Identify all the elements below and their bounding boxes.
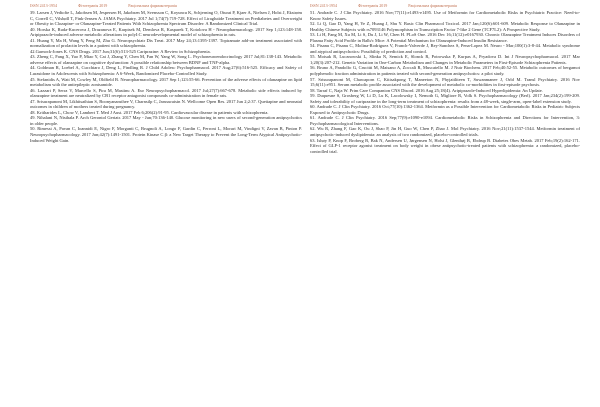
reference-entry: 39. Larsen J, Vedtofte L, Jakobsen M, Jespersen H, Jakobsen M, Svensson C, Koyuncu K, Schjerning O, Oturai P, Kjaer A, Nielsen J, Holst J, Ekstrøm C, Correll C, Vilsbøll T, Fink-Jensen A. JAMA Psychiatry. 2017 Jul 1;74(7):719-728. Effect of Liraglutide Treatment on Prediabetes and Overweight or Obesity in Clozapine- or Olanzapine-Treated Patients With Schizophrenia Spectrum Disorder: A Randomized Clinical Trial. — [30, 10, 302, 27]
reference-entry: 49. Nihalani N, Nisthala P. Arch Gerontol Geriatr. 2017 May - Jun;70:136-140. Glucose monitoring in new users of second-generation antipsychotics in older people. — [30, 115, 302, 126]
reference-entry: 53. Li H, Fang M, Xu M, Li S, Du J, Li W, Chen H. PLoS One. 2016 Dec 16;11(12):e0167930. Chronic Olanzapine Treatment Induces Disorders of Plasma Fatty Acid Profile in Balb/c Mice: A Potential Mechanism for Olanzapine-Induced Insulin Resistance. — [310, 32, 580, 43]
reference-entry: 60. Andrade C. J Clin Psychiatry. 2016 Oct;77(10):1362-1364. Metformin as a Possible Intervention for Cardiometabolic Risks in Pediatric Subjects Exposed to Antipsychotic Drugs. — [310, 104, 580, 115]
journal-section: Раціональна фармакотерапія — [128, 3, 177, 8]
right-column — [310, 3, 580, 154]
reference-entry: 62. Wu R, Zhang F, Gao K, Ou J, Shao P, Jin H, Guo W, Chen P, Zhao J. Mol Psychiatry. 2016 Nov;21(11):1537-1544. Metformin treatment of antipsychotic-induced dyslipidemia: an analysis of two randomized, placebo-controlled trials. — [310, 126, 580, 138]
reference-entry: 46. Lazzari P, Serra V, Marcello S, Pira M, Mastinu A. Eur Neuropsychopharmacol. 2017 Jul;27(7):667-678. Metabolic side effects induced by olanzapine treatment are neutralized by CB1 receptor antagonist compounds co-administration in female rats. — [30, 87, 302, 99]
reference-entry: 63. Ishøy P, Knop F, Broberg B, Bak N, Andersen U, Jørgensen N, Holst J, Glenthøj B, Ebdrup B. Diabetes Obes Metab. 2017 Feb;19(2):162-171. Effect of GLP-1 receptor agonist treatment on body weight in obese antipsychotic-treated patients with schizophrenia: a randomized, placebo-controlled trial. — [310, 137, 580, 154]
reference-entry: 61. Andrade C. J Clin Psychiatry. 2016 Sep;77(9):e1090-e1094. Cardiometabolic Risks in Schizophrenia and Directions for Intervention, 3: Psychopharmacological Interventions. — [310, 115, 580, 126]
issn-label: ISSN 2413-1954 — [30, 3, 58, 8]
journal-year: Фітотерапія 2019 — [358, 3, 388, 8]
reference-entry: 41. Huang Y, Ma H, Wang Y, Peng M, Zhu G. Neuropsychiatr Dis Treat. 2017 May 24;13:1395-1397. Topiramate add-on treatment associated with normalization of prolactin levels in a patient with schizophrenia. — [30, 37, 302, 49]
reference-list-right — [310, 10, 580, 154]
reference-entry: 51. Andrade C. J Clin Psychiatry. 2016 Nov;77(11):e1493-e1495. Use of Metformin for Cardiometabolic Risks in Psychiatric Practice: Need-to-Know Safety Issues. — [310, 10, 580, 21]
reference-list-left — [30, 10, 302, 143]
reference-entry: 54. Pisanu C, Pisanu C, Molina-Rodriguez V, Franch-Valverde J, Rey-Sanchez S, Pena-Lopez M. Neuro - Mar;100(1):3-8-44. Metabolic syndrome and atypical antipsychotics: Possibility of prediction and control. — [310, 43, 580, 54]
reference-entry: 55. Moisak R, Lucznowski L, Slinka N, Semick E, Slonck R, Potrowska P, Kurpas A, Pryadova D. Int J Neuropsychopharmacol. 2017 Mar 1;20(3):207-212. Genetic Variation in One-Carbon Metabolism and Changes in Metabolic Parameters in First-Episode Schizophrenia Patients. — [310, 54, 580, 65]
reference-entry: 42.Garnock-Jones K. CNS Drugs. 2017 Jun;31(6):513-525 Cariprazine: A Review in Schizophrenia. — [30, 48, 211, 54]
reference-entry: 48. Kritharides L, Chow V, Lambert T. Med J Aust. 2017 Feb 6;206(2):91-95. Cardiovascular disease in patients with schizophrenia. — [30, 109, 269, 115]
running-header-right — [310, 3, 580, 10]
running-header-left — [30, 3, 302, 10]
issn-label: ISSN 2413-1954 — [310, 3, 338, 8]
reference-entry: 45. Stefanidis A, Watt M, Cowley M, Oldfield B. Neuropharmacology. 2017 Sep 1;123:55-66. Prevention of the adverse effects of olanzapine on lipid metabolism with the antiepileptic zonisamide. — [30, 76, 302, 88]
reference-entry: 50. Rimessi A, Pavan C, Ioannidi E, Nigro F, Morganti C, Brugnoli A, Longo F, Gardin C, Ferroni L, Morari M, Vindigni V, Zavan B, Pinton P. Neuropsychopharmacology. 2017 Jun;42(7):1491-1501. Protein Kinase C β: a New Target Therapy to Prevent the Long-Term Atypical Antipsychotic-Induced Weight Gain. — [30, 126, 302, 143]
reference-entry: 47. Srisurapanont M, Likhitsathian S, Boonyanaruthee V, Charnsilp C, Jarusuraisin N. Wellcome Open Res. 2017 Jun 2;2:37. Quetiapine and neonatal outcomes in children of mothers treated during pregnancy. — [30, 98, 302, 110]
journal-section: Раціональна фармакотерапія — [408, 3, 457, 8]
journal-year: Фітотерапія 2019 — [78, 3, 108, 8]
reference-entry: 52. Li Q, Gao D, Yang H, Ye Z, Huang J, Shu Y. Basic Clin Pharmacol Toxicol. 2017 Jan;120(6):601-609. Metabolic Response to Olanzapine in Healthy Chinese Subjects with rs7093146 Polymorphism in Transcription Factor 7-like 2 Gene (TCF7L2): A Prospective Study. — [310, 21, 580, 32]
reference-entry: 57. Srisurapanont M, Chawaporn C, Kitisakpong T, Maneeton N, Phyjaitliteen T, Suwanmanee J, Orld M. Transl Psychiatry. 2016 Nov 15;6(11):e951. Serum metabolic profile associated with the development of metabolic co-morbidities in first-episode psychosis. — [310, 76, 580, 88]
reference-entry: 58. Tarraf C, Naja W. Prim Care Companion CNS Disord. 2016 Aug 25;18(4). Aripiprazole-Induced Hyperlipidemia: An Update. — [310, 87, 543, 93]
reference-entry: 59. Duquesne S, Grosberg W, Li D, Lu K, Lacolowsky I, Nemoth G, Migliore R, Volk S. Psychopharmacology (Berl). 2017 Jan;234(2):199-209. Safety and tolerability of cariprazine in the long-term treatment of schizophrenia: results from a 48-week, single-arm, open-label extension study. — [310, 93, 580, 104]
reference-entry: 40. Horska K, Ruda-Kucerova J, Drazanova E, Karpisek M, Demlova R, Kasparek T, Kotolova H - Neuropharmacology. 2017 Sep 1;123:148-158. Aripiprazole-induced adverse metabolic alterations in polyI:C neurodevelopmental model of schizophrenia in rats. — [30, 26, 302, 38]
left-column — [30, 3, 302, 143]
reference-entry: 44. Goldman R, Loebel A, Cucchiaro J, Deng L, Findling R. J Child Adolesc Psychopharmacol. 2017 Aug;27(6):516-525. Efficacy and Safety of Lurasidone in Adolescents with Schizophrenia: A 6-Week, Randomized Placebo-Controlled Study. — [30, 65, 302, 77]
reference-entry: 43. Zheng C, Fang X, Yao P, Miao Y, Cai J, Zhang Y, Chen M, Fan W, Yang W, Song L. Psychoneuroendocrinology 2017 Jul;81:138-143. Metabolic adverse effects of olanzapine on cognitive dysfunction: A possible relationship between BDNF and TNF-alpha. — [30, 54, 302, 65]
reference-entry: 56. Bruno A, Pandolfo G, Crucitti M, Maisano A, Zoccali R, Muscatello M. J Nutr Biochem. 2017 Feb;40:52-55. Metabolic outcomes of bergamot polyphenolic fraction administration in patients treated with second-generation antipsychotics: a pilot study. — [310, 65, 580, 77]
